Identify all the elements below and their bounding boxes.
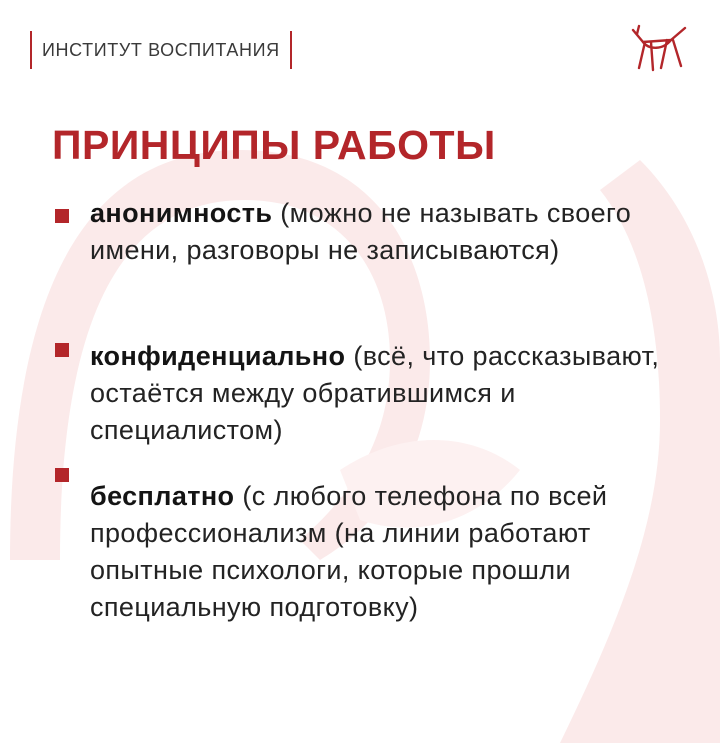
page-title: ПРИНЦИПЫ РАБОТЫ [52,122,496,168]
org-name: ИНСТИТУТ ВОСПИТАНИЯ [42,39,280,60]
item-text [90,195,680,269]
item-keyword: бесплатно [90,481,235,511]
square-bullet-icon [55,468,69,482]
item-keyword: анонимность [90,198,273,228]
square-bullet-icon [55,343,69,357]
item-description: (можно не называть своего имени, разговоры не записываются) [90,198,632,265]
square-bullet-icon [55,209,69,223]
item-keyword: конфиденциально [90,341,346,371]
item-text [90,338,680,449]
item-text [90,478,680,626]
item-description: (с любого телефона по всей профессионализм (на линии работают опытные психологи, которые прошли специальную подготовку) [90,481,608,622]
item-description: (всё, что рассказывают, остаётся между обратившимся и специалистом) [90,341,660,445]
